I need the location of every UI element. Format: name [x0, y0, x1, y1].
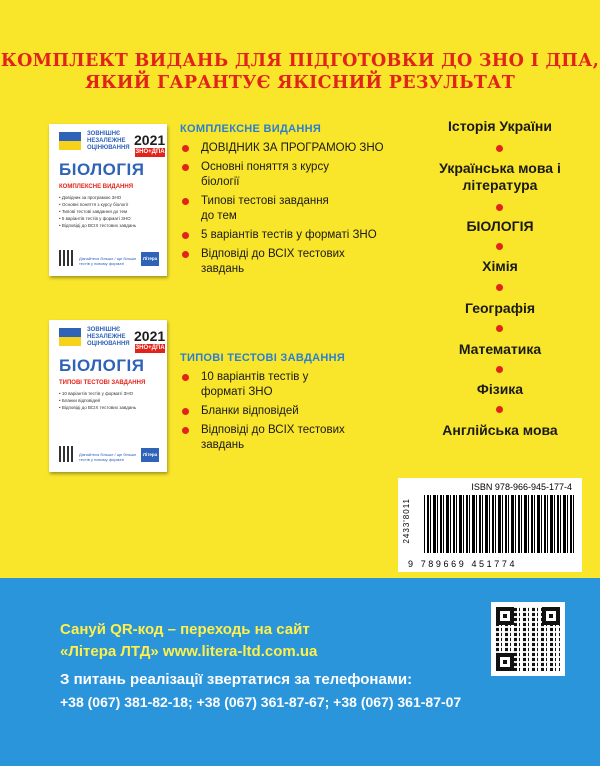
list-item: Відповіді до ВСІХ тестових завдань	[180, 423, 360, 453]
book-cover-complex	[49, 124, 167, 276]
website-line: «Літера ЛТД» www.litera-ltd.com.ua	[60, 643, 318, 660]
barcode-icon	[424, 495, 576, 553]
bullet-icon	[496, 145, 503, 152]
bullet-icon	[496, 204, 503, 211]
list-item: • 5 варіантів тестів у форматі ЗНО	[59, 215, 159, 222]
qr-code-icon	[59, 250, 75, 266]
list-item: 5 варіантів тестів у форматі ЗНО	[180, 228, 400, 243]
book-edition: КОМПЛЕКСНЕ ВИДАННЯ	[59, 184, 134, 190]
phones-line: +38 (067) 381-82-18; +38 (067) 361-87-67; +38 (067) 361-87-07	[60, 694, 462, 710]
ukraine-flag-icon	[59, 132, 81, 141]
book-edition: ТИПОВІ ТЕСТОВІ ЗАВДАННЯ	[59, 380, 146, 386]
zno-logo-text: ЗОВНІШНЄ НЕЗАЛЕЖНЕ ОЦІНЮВАННЯ	[87, 327, 130, 347]
list-item: Типові тестові завдання до тем	[180, 194, 340, 224]
subject-item: Хімія	[482, 258, 518, 274]
list-item: Бланки відповідей	[180, 404, 400, 419]
section-title-typical: ТИПОВІ ТЕСТОВІ ЗАВДАННЯ	[180, 352, 346, 364]
bullet-icon	[182, 251, 189, 258]
barcode-addon: 2433'8011	[402, 498, 411, 544]
book-title: БІОЛОГІЯ	[59, 356, 145, 375]
qr-code-icon	[491, 602, 565, 676]
bullet-icon	[496, 366, 503, 373]
zno-logo-text: ЗОВНІШНЄ НЕЗАЛЕЖНЕ ОЦІНЮВАННЯ	[87, 131, 130, 151]
features-list-typical	[180, 370, 400, 457]
list-item: • Довідник за програмою ЗНО	[59, 194, 159, 201]
book-year: 2021	[134, 328, 166, 344]
book-contents-list	[59, 390, 159, 411]
book-cover-typical-tests	[49, 320, 167, 472]
barcode-digits: 9 789669 451774	[408, 559, 518, 569]
bullet-icon	[182, 232, 189, 239]
section-title-complex: КОМПЛЕКСНЕ ВИДАННЯ	[180, 123, 322, 135]
list-item: • Типові тестові завдання до тем	[59, 208, 159, 215]
list-item: • Відповіді до ВСІХ тестових завдань	[59, 222, 159, 229]
bullet-icon	[182, 198, 189, 205]
list-item: • Бланки відповідей	[59, 397, 159, 404]
book-year: 2021	[134, 132, 166, 148]
subject-item: Історія України	[448, 118, 552, 134]
list-item: • Основні поняття з курсу біології	[59, 201, 159, 208]
qr-code-icon	[59, 446, 75, 462]
book-note: Дізнайтеся більше / ще більше тестів у новому форматі	[79, 256, 137, 266]
subject-item: БІОЛОГІЯ	[466, 218, 534, 234]
bullet-icon	[182, 408, 189, 415]
bullet-icon	[496, 243, 503, 250]
list-item: Основні поняття з курсу біології	[180, 160, 350, 190]
list-item: • Відповіді до ВСІХ тестових завдань	[59, 404, 159, 411]
ukraine-flag-icon	[59, 328, 81, 337]
headline-line-1: КОМПЛЕКТ ВИДАНЬ ДЛЯ ПІДГОТОВКИ ДО ЗНО І ДПА,	[0, 51, 600, 71]
contact-line: З питань реалізації звертатися за телефонами:	[60, 671, 413, 688]
list-item: • 10 варіантів тестів у форматі ЗНО	[59, 390, 159, 397]
subject-item: Географія	[464, 300, 536, 316]
list-item: 10 варіантів тестів у форматі ЗНО	[180, 370, 350, 400]
publisher-logo: Літера	[141, 252, 159, 266]
list-item: Відповіді до ВСІХ тестових завдань	[180, 247, 360, 277]
subject-item: Українська мова і література	[439, 160, 561, 193]
headline	[0, 50, 600, 94]
zno-dpa-badge: ЗНО+ДПА	[135, 345, 165, 351]
barcode-block	[398, 478, 582, 572]
list-item: ДОВІДНИК ЗА ПРОГРАМОЮ ЗНО	[180, 141, 400, 156]
bullet-icon	[182, 164, 189, 171]
publisher-logo: Літера	[141, 448, 159, 462]
isbn-text: ISBN 978-966-945-177-4	[471, 482, 572, 492]
book-title: БІОЛОГІЯ	[59, 160, 145, 179]
subject-item: Математика	[458, 341, 542, 357]
bullet-icon	[182, 145, 189, 152]
book-contents-list	[59, 194, 159, 229]
bullet-icon	[496, 325, 503, 332]
zno-dpa-badge: ЗНО+ДПА	[135, 149, 165, 155]
qr-prompt-line: Сануй QR-код – переходь на сайт	[60, 621, 310, 638]
bullet-icon	[496, 406, 503, 413]
subject-item: Фізика	[476, 381, 524, 397]
bullet-icon	[182, 374, 189, 381]
subject-item: Англійська мова	[442, 422, 558, 438]
features-list-complex	[180, 141, 400, 281]
bullet-icon	[182, 427, 189, 434]
headline-line-2: ЯКИЙ ГАРАНТУЄ ЯКІСНИЙ РЕЗУЛЬТАТ	[84, 73, 516, 93]
book-note: Дізнайтеся більше / ще більше тестів у новому форматі	[79, 452, 137, 462]
bullet-icon	[496, 284, 503, 291]
